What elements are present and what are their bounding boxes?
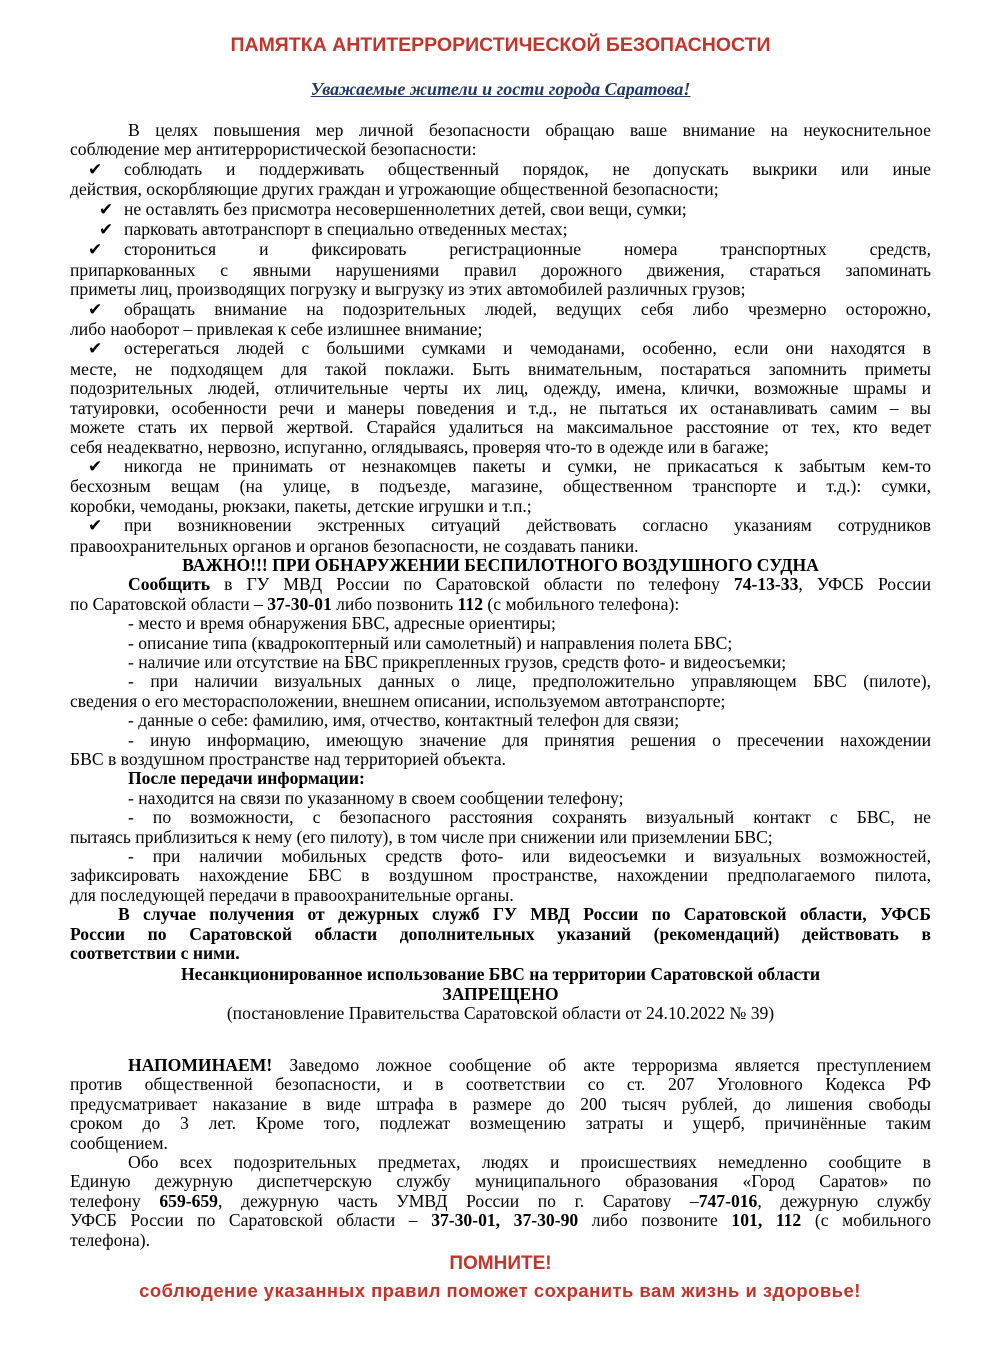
bullet-item	[70, 457, 931, 516]
bullet-line: можете стать их первой жертвой. Старайся удалиться на максимальное расстояние от тех, кто ведет	[70, 417, 931, 438]
contacts-line: телефона).	[70, 1229, 150, 1250]
contacts-text: телефону	[70, 1190, 160, 1211]
phone-fsb-contacts: 37-30-01, 37-30-90	[431, 1210, 579, 1231]
dash-line: - при наличии визуальных данных о лице, предположительно управляющем БВС (пилоте),	[128, 671, 931, 692]
ban-word: ЗАПРЕЩЕНО	[442, 983, 559, 1004]
remember-heading: ПОМНИТЕ!	[449, 1253, 552, 1274]
checkmark-icon: ✔	[88, 516, 103, 537]
bullet-line: приметы лиц, производящих погрузку и выгрузку из этих автомобилей различных грузов;	[70, 279, 746, 300]
greeting-text: Уважаемые жители и гости города Саратова!	[310, 79, 691, 99]
bullet-text: соблюдать и поддерживать общественный порядок, не допускать выкрики или иные	[124, 158, 931, 179]
contacts-text: УФСБ России по Саратовской области –	[70, 1210, 432, 1231]
contacts-text: , дежурную службу	[757, 1190, 932, 1211]
bullet-text: никогда не принимать от незнакомцев пакеты и сумки, не прикасаться к забытым кем-то	[124, 455, 931, 476]
dash-item	[70, 672, 931, 711]
ban-line: Несанкционированное использование БВС на территории Саратовской области	[181, 964, 820, 985]
contacts-line: Единую дежурную диспетчерскую службу муниципального образования «Город Саратов» по	[70, 1171, 931, 1192]
bullet-line: месте, не подходящем для такой поклажи. Быть внимательным, постараться запомнить приметы	[70, 358, 931, 379]
reminder-word: НАПОМИНАЕМ!	[128, 1055, 273, 1075]
bvs-report-line	[70, 595, 931, 614]
memo-title: ПАМЯТКА АНТИТЕРРОРИСТИЧЕСКОЙ БЕЗОПАСНОСТИ	[230, 34, 771, 56]
bullet-line	[70, 200, 931, 220]
after-items	[70, 789, 931, 905]
dash-line: - по возможности, с безопасного расстояния сохранять визуальный контакт с БВС, не	[128, 807, 931, 828]
dash-item	[70, 789, 931, 808]
report-word: Сообщить	[128, 574, 211, 595]
dash-item	[70, 731, 931, 770]
contacts-text: (с мобильного	[801, 1210, 931, 1231]
dash-line: - при наличии мобильных средств фото- или видеосъемки и визуальных возможностей,	[128, 846, 931, 867]
bullet-item	[70, 160, 931, 200]
report-text: либо позвонить	[331, 593, 458, 614]
dash-line: - данные о себе: фамилию, имя, отчество, контактный телефон для связи;	[128, 710, 680, 731]
bullet-item	[70, 339, 931, 456]
report-text: в ГУ МВД России по Саратовской области по телефону	[210, 574, 734, 595]
decree: (постановление Правительства Саратовской области от 24.10.2022 № 39)	[226, 1003, 775, 1024]
reminder-line	[70, 1056, 931, 1075]
instructions-line: России по Саратовской области дополнительных указаний (рекомендаций) действовать в	[70, 923, 931, 944]
dash-item	[70, 847, 931, 905]
bullet-line	[70, 160, 931, 180]
dash-line: - место и время обнаружения БВС, адресные ориентиры;	[128, 613, 556, 634]
dash-line: для последующей передачи в правоохранительные органы.	[70, 884, 514, 905]
dash-item	[70, 808, 931, 847]
bullet-line	[70, 516, 931, 536]
report-text: по Саратовской области –	[70, 593, 268, 614]
bullet-text: остерегаться людей с большими сумками и чемоданами, особенно, если они находятся в	[124, 338, 931, 359]
checkmark-icon: ✔	[88, 159, 103, 180]
bvs-report-line	[70, 575, 931, 594]
greeting	[70, 79, 931, 99]
phone-umvd: 747-016	[698, 1190, 758, 1211]
checkmark-icon: ✔	[98, 220, 114, 241]
bullet-text: обращать внимание на подозрительных людей, ведущих себя либо чрезмерно осторожно,	[124, 298, 931, 319]
bullet-line	[70, 240, 931, 260]
reminder-line: сроком до 3 лет. Кроме того, подлежат возмещению затраты и ущерб, причинённые таким	[70, 1113, 931, 1134]
report-text: , УФСБ России	[798, 574, 931, 595]
phone-112: 112	[457, 593, 483, 614]
dash-line: - иную информацию, имеющую значение для принятия решения о пресечении нахождении	[128, 729, 931, 750]
reminder-text: Заведомо ложное сообщение об акте терроризма является преступлением	[272, 1055, 931, 1075]
bullet-item	[70, 240, 931, 299]
report-text: (с мобильного телефона):	[483, 593, 680, 614]
bullet-line: бесхозным вещам (на улице, в подъезде, магазине, общественном транспорте и т.д.): сумки,	[70, 476, 931, 497]
bullet-line: татуировки, особенности речи и манеры поведения и т.д., не пытаться их останавливать самим – вы	[70, 397, 931, 418]
dash-line: сведения о его месторасположении, внешнем описании, используемом автотранспорте;	[70, 690, 726, 711]
intro-line: В целях повышения мер личной безопасности обращаю ваше внимание на неукоснительное	[128, 120, 931, 140]
bullet-list	[70, 160, 931, 556]
bullet-text: не оставлять без присмотра несовершеннолетних детей, свои вещи, сумки;	[124, 198, 687, 219]
checkmark-icon: ✔	[88, 240, 103, 261]
bullet-line: коробки, чемоданы, рюкзаки, пакеты, детские игрушки и т.п.;	[70, 495, 532, 516]
checkmark-icon: ✔	[98, 199, 114, 220]
intro-line: соблюдение мер антитеррористической безопасности:	[70, 139, 477, 160]
phone-mobile: 101, 112	[731, 1210, 802, 1231]
contacts-line	[70, 1192, 931, 1211]
bullet-item	[70, 300, 931, 340]
bullet-line: действия, оскорбляющие других граждан и угрожающие общественной безопасности;	[70, 179, 719, 200]
bullet-text: при возникновении экстренных ситуаций действовать согласно указаниям сотрудников	[124, 515, 931, 536]
bullet-line: себя неадекватно, нервозно, испуганно, оглядываясь, проверяя что-то в одежде или в багаже;	[70, 436, 769, 457]
phone-fsb: 37-30-01	[267, 593, 332, 614]
dash-line: БВС в воздушном пространстве над территорией объекта.	[70, 749, 506, 769]
contacts-line: Обо всех подозрительных предметах, людях и происшествиях немедленно сообщите в	[128, 1152, 931, 1173]
bullet-line: правоохранительных органов и органов безопасности, не создавать паники.	[70, 535, 639, 556]
dash-line: пытаясь приблизиться к нему (его пилоту), в том числе при снижении или приземлении БВС;	[70, 826, 773, 847]
bvs-heading: ВАЖНО!!! ПРИ ОБНАРУЖЕНИИ БЕСПИЛОТНОГО ВОЗДУШНОГО СУДНА	[182, 554, 819, 575]
checkmark-icon: ✔	[88, 456, 103, 477]
bullet-line: либо наоборот – привлекая к себе излишнее внимание;	[70, 319, 483, 340]
bullet-text: сторониться и фиксировать регистрационные номера транспортных средств,	[124, 239, 931, 260]
bullet-line: подозрительных людей, отличительные черты их лиц, одежду, имена, клички, возможные шрамы и	[70, 378, 931, 399]
bullet-text: парковать автотранспорт в специально отведенных местах;	[124, 219, 568, 240]
reminder-line: против общественной безопасности, и в соответствии со ст. 207 Уголовного Кодекса РФ	[70, 1074, 931, 1095]
bullet-line: припаркованных с явными нарушениями правил дорожного движения, стараться запоминать	[70, 259, 931, 280]
instructions-line: В случае получения от дежурных служб ГУ МВД России по Саратовской области, УФСБ	[118, 904, 931, 925]
reminder-paragraph	[70, 1056, 931, 1250]
bullet-item	[70, 200, 931, 220]
footer-slogan: соблюдение указанных правил поможет сохранить вам жизнь и здоровье!	[139, 1280, 861, 1301]
dash-item	[70, 614, 931, 633]
dash-line: зафиксировать нахождение БВС в воздушном пространстве, нахождении предполагаемого пилота,	[70, 865, 931, 886]
contacts-text: либо позвоните	[578, 1210, 732, 1231]
bullet-line	[70, 300, 931, 320]
dash-line: - наличие или отсутствие на БВС прикрепленных грузов, средств фото- и видеосъемки;	[128, 651, 787, 672]
bullet-item	[70, 516, 931, 556]
bullet-line	[70, 339, 931, 359]
after-heading: После передачи информации:	[128, 768, 365, 789]
bullet-item	[70, 220, 931, 240]
main-text	[70, 121, 931, 1024]
instructions-line: соответствии с ними.	[70, 943, 240, 964]
phone-edds: 659-659	[159, 1190, 218, 1211]
instructions-paragraph	[70, 905, 931, 963]
bvs-items	[70, 614, 931, 769]
reminder-line: предусматривает наказание в виде штрафа в размере до 200 тысяч рублей, до лишения свободы	[70, 1093, 931, 1114]
dash-item	[70, 653, 931, 672]
dash-item	[70, 634, 931, 653]
dash-line: - находится на связи по указанному в своем сообщении телефону;	[128, 787, 624, 808]
checkmark-icon: ✔	[88, 299, 103, 320]
phone-mvd: 74-13-33	[733, 574, 799, 595]
checkmark-icon: ✔	[88, 339, 103, 360]
bullet-line	[70, 220, 931, 240]
contacts-text: , дежурную часть УМВД России по г. Саратову –	[217, 1190, 699, 1211]
dash-item	[70, 711, 931, 730]
contacts-line	[70, 1211, 931, 1230]
bullet-line	[70, 457, 931, 477]
reminder-line: сообщением.	[70, 1132, 168, 1153]
dash-line: - описание типа (квадрокоптерный или самолетный) и направления полета БВС;	[128, 632, 733, 653]
